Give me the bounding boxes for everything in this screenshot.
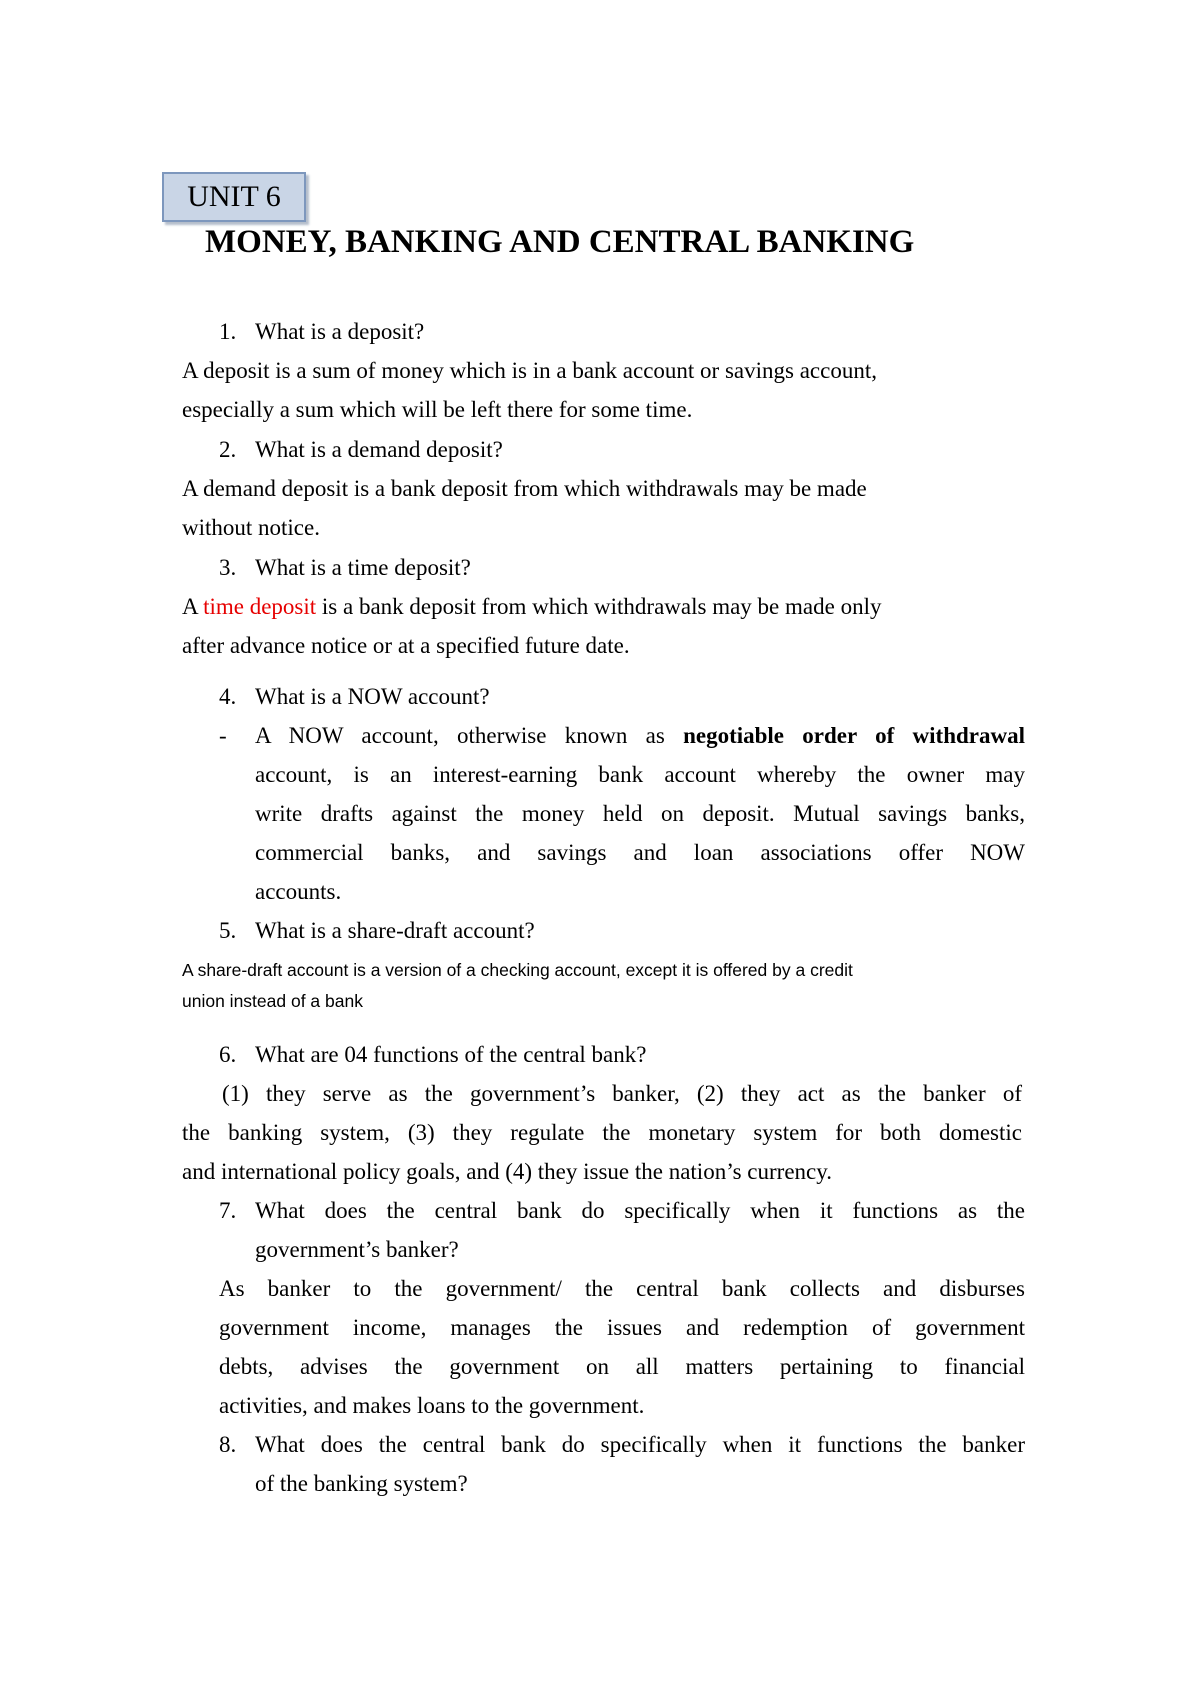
answer-4-line-3: write drafts against the money held on deposit. Mutual savings banks, [255,801,1025,826]
question-4 [219,677,1025,717]
question-8 [219,1425,1025,1465]
question-text: What is a time deposit? [255,555,471,580]
question-number: 8. [219,1432,237,1457]
answer-5-line-1: A share-draft account is a version of a checking account, except it is offered by a credit [182,960,853,980]
question-text: What is a share-draft account? [255,918,535,943]
answer-1-line-2: especially a sum which will be left there for some time. [182,397,693,422]
question-number: 1. [219,319,237,344]
answer-6-line-3: and international policy goals, and (4) they issue the nation’s currency. [182,1159,832,1184]
question-8-line-2: of the banking system? [255,1471,468,1496]
answer-7-line-1: As banker to the government/ the central bank collects and disburses [219,1276,1025,1301]
unit-badge: UNIT 6 [162,172,306,222]
answer-4-line-4: commercial banks, and savings and loan associations offer NOW [255,840,1025,865]
question-text: What is a demand deposit? [255,437,503,462]
answer-text: A NOW account, otherwise known as [255,723,684,748]
question-number: 4. [219,684,237,709]
question-text: What does the central bank do specifically when it functions as the [255,1198,1025,1223]
question-text: What are 04 functions of the central bank? [255,1042,647,1067]
answer-5-line-2: union instead of a bank [182,991,363,1011]
question-3 [219,548,1025,588]
question-7-line-2: government’s banker? [255,1237,459,1262]
answer-text: A [182,594,204,619]
answer-3-line-1 [182,587,1027,627]
question-text: What is a NOW account? [255,684,490,709]
question-number: 3. [219,555,237,580]
answer-1-line-1: A deposit is a sum of money which is in a bank account or savings account, [182,358,877,383]
question-5 [219,911,1025,951]
answer-7-line-2: government income, manages the issues and redemption of government [219,1315,1025,1340]
answer-2-line-1: A demand deposit is a bank deposit from which withdrawals may be made [182,476,867,501]
answer-3-line-2: after advance notice or at a specified future date. [182,633,630,658]
answer-4-line-2: account, is an interest-earning bank account whereby the owner may [255,762,1025,787]
bullet-dash: - [219,723,227,748]
question-6 [219,1035,1025,1075]
question-number: 2. [219,437,237,462]
bold-term: negotiable order of withdrawal [683,723,1025,748]
document-title: MONEY, BANKING AND CENTRAL BANKING [205,224,915,260]
answer-4-line-5: accounts. [255,879,342,904]
question-1 [219,312,1025,352]
answer-6-line-1: (1) they serve as the government’s banker, (2) they act as the banker of [222,1081,1022,1106]
answer-2-line-2: without notice. [182,515,320,540]
answer-4-line-1 [219,716,1025,756]
answer-text: is a bank deposit from which withdrawals may be made only [316,594,882,619]
highlighted-term: time deposit [203,594,317,619]
question-text: What is a deposit? [255,319,425,344]
question-number: 6. [219,1042,237,1067]
question-number: 5. [219,918,237,943]
answer-6-line-2: the banking system, (3) they regulate the monetary system for both domestic [182,1120,1022,1145]
question-2 [219,430,1025,470]
answer-7-line-4: activities, and makes loans to the government. [219,1393,645,1418]
question-number: 7. [219,1198,237,1223]
answer-7-line-3: debts, advises the government on all matters pertaining to financial [219,1354,1025,1379]
question-text: What does the central bank do specifically when it functions the banker [255,1432,1025,1457]
question-7 [219,1191,1025,1231]
